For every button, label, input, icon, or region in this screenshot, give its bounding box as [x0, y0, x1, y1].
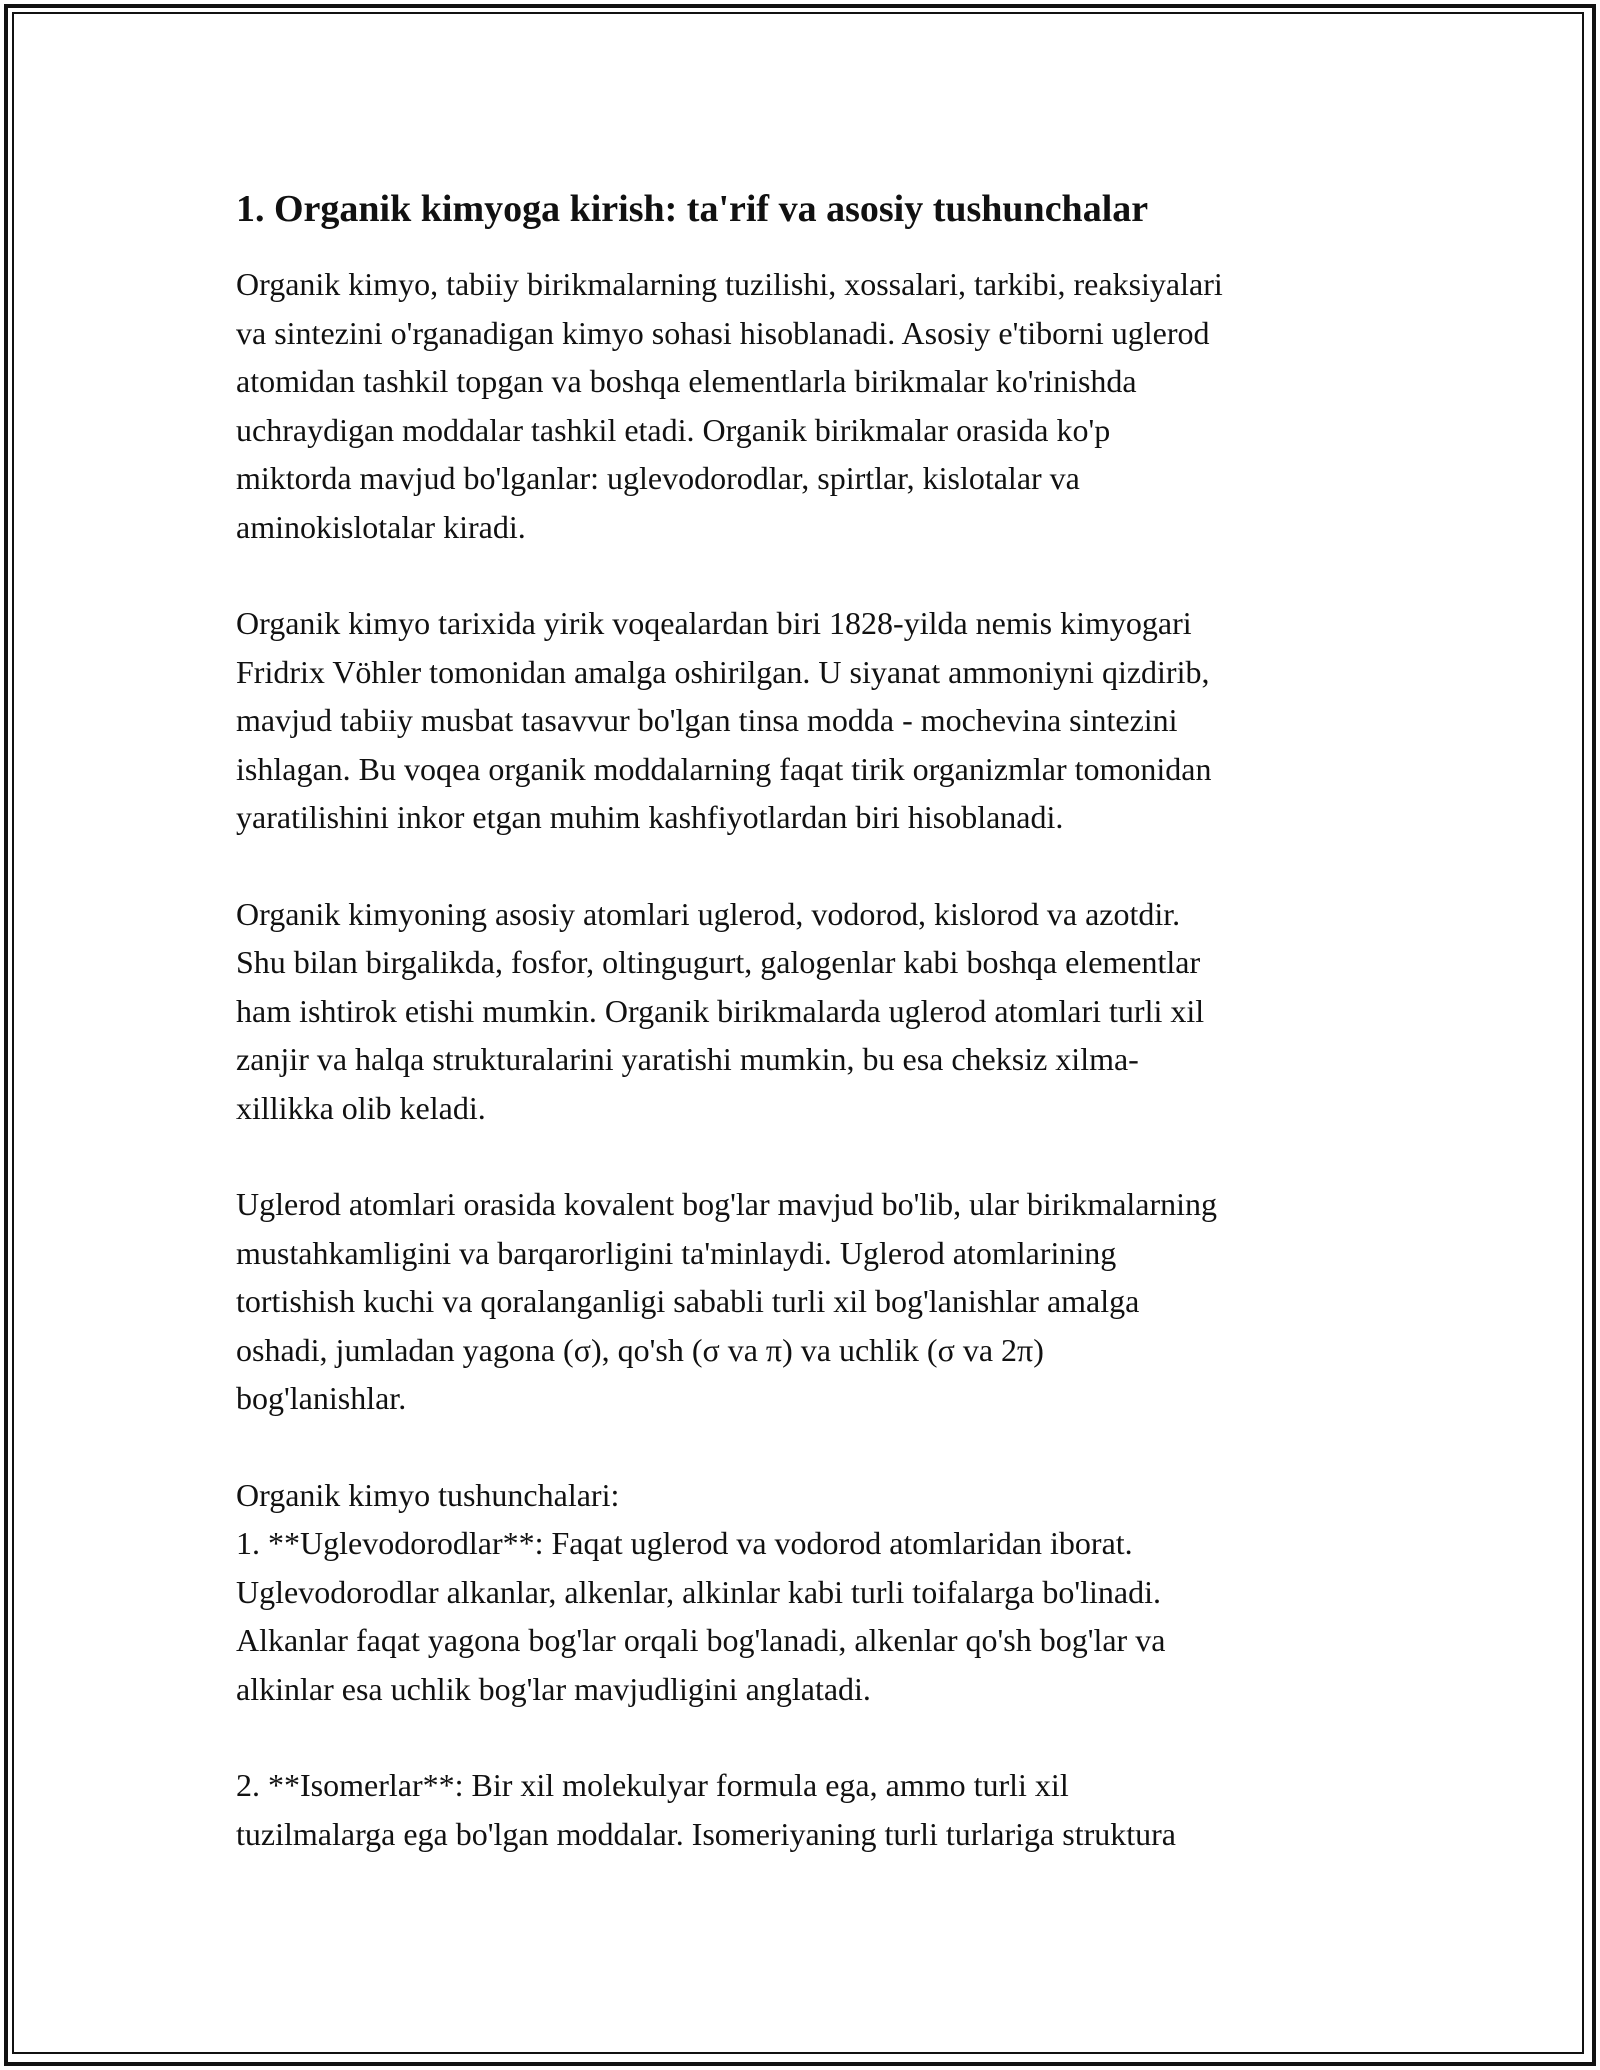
paragraph-concepts — [236, 1471, 1396, 1714]
text-line: atomidan tashkil topgan va boshqa elementlarla birikmalar ko'rinishda — [236, 363, 1137, 399]
text-line: Alkanlar faqat yagona bog'lar orqali bog'lanadi, alkenlar qo'sh bog'lar va — [236, 1622, 1166, 1658]
text-line: tortishish kuchi va qoralanganligi sababli turli xil bog'lanishlar amalga — [236, 1283, 1140, 1319]
text-line: Organik kimyoning asosiy atomlari uglerod, vodorod, kislorod va azotdir. — [236, 895, 1181, 932]
text-line: Organik kimyo tushunchalari: — [236, 1476, 620, 1513]
text-line: ishlagan. Bu voqea organik moddalarning faqat tirik organizmlar tomonidan — [236, 750, 1212, 787]
text-line: bog'lanishlar. — [236, 1380, 407, 1416]
text-line: mavjud tabiiy musbat tasavvur bo'lgan tinsa modda - mochevina sintezini — [236, 702, 1178, 738]
text-line: Uglevodorodlar alkanlar, alkenlar, alkinlar kabi turli toifalarga bo'linadi. — [236, 1573, 1161, 1610]
text-line: mustahkamligini va barqarorligini ta'minlaydi. Uglerod atomlarining — [236, 1234, 1117, 1271]
text-line: uchraydigan moddalar tashkil etadi. Organik birikmalar orasida ko'p — [236, 411, 1111, 448]
text-line: Shu bilan birgalikda, fosfor, oltingugurt, galogenlar kabi boshqa elementlar — [236, 944, 1201, 980]
text-line: miktorda mavjud bo'lganlar: uglevodorodlar, spirtlar, kislotalar va — [236, 460, 1080, 496]
text-line: oshadi, jumladan yagona (σ), qo'sh (σ va π) va uchlik (σ va 2π) — [236, 1331, 1044, 1368]
text-line: Organik kimyo, tabiiy birikmalarning tuzilishi, xossalari, tarkibi, reaksiyalari — [236, 266, 1223, 302]
text-line: alkinlar esa uchlik bog'lar mavjudligini anglatadi. — [236, 1670, 871, 1707]
paragraph-isomers — [236, 1761, 1396, 1858]
text-line: Organik kimyo tarixida yirik voqealardan biri 1828-yilda nemis kimyogari — [236, 605, 1192, 641]
text-line: va sintezini o'rganadigan kimyo sohasi hisoblanadi. Asosiy e'tiborni uglerod — [236, 314, 1210, 351]
text-line: xillikka olib keladi. — [236, 1089, 486, 1126]
document-body — [236, 186, 1396, 1906]
text-line: Uglerod atomlari orasida kovalent bog'lar mavjud bo'lib, ular birikmalarning — [236, 1186, 1218, 1222]
text-line: Fridrix Vöhler tomonidan amalga oshirilgan. U siyanat ammoniyni qizdirib, — [236, 653, 1210, 690]
text-line: tuzilmalarga ega bo'lgan moddalar. Isomeriyaning turli turlariga struktura — [236, 1815, 1176, 1852]
text-line: 1. **Uglevodorodlar**: Faqat uglerod va vodorod atomlaridan iborat. — [236, 1525, 1133, 1561]
text-line: ham ishtirok etishi mumkin. Organik birikmalarda uglerod atomlari turli xil — [236, 992, 1205, 1029]
paragraph-intro — [236, 260, 1396, 551]
paragraph-atoms — [236, 890, 1396, 1133]
text-line: aminokislotalar kiradi. — [236, 508, 526, 545]
paragraph-history — [236, 599, 1396, 842]
text-line: 2. **Isomerlar**: Bir xil molekulyar formula ega, ammo turli xil — [236, 1767, 1069, 1803]
paragraph-bonds — [236, 1180, 1396, 1423]
section-heading: 1. Organik kimyoga kirish: ta'rif va asosiy tushunchalar — [236, 188, 1149, 230]
text-line: yaratilishini inkor etgan muhim kashfiyotlardan biri hisoblanadi. — [236, 799, 1064, 835]
text-line: zanjir va halqa strukturalarini yaratishi mumkin, bu esa cheksiz xilma- — [236, 1041, 1139, 1077]
